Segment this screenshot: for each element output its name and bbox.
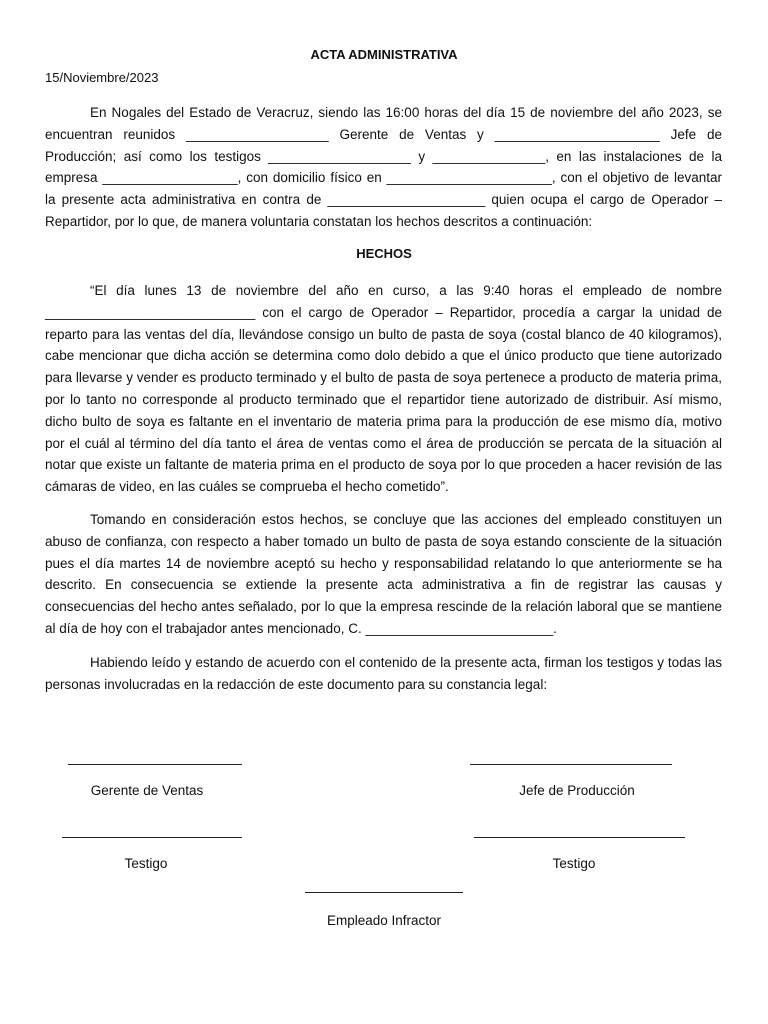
document-date: 15/Noviembre/2023 <box>45 70 159 85</box>
signature-label-jefe: Jefe de Producción <box>519 783 635 798</box>
closing-paragraph: Habiendo leído y estando de acuerdo con el contenido de la presente acta, firman los testigos y todas las personas involucradas en la redacción de este documento para su constancia legal: <box>45 655 722 692</box>
signature-line-testigo-left <box>62 837 242 838</box>
conclusion-paragraph: Tomando en consideración estos hechos, se concluye que las acciones del empleado constituyen un abuso de confianza, con respecto a haber tomado un bulto de pasta de soya estando consciente de la situación pues el día martes 14 de noviembre aceptó su hecho y responsabilidad relatando lo que anteriormente se ha descrito. En consecuencia se extiende la presente acta administrativa a fin de registrar las causas y consecuencias del hecho antes señalado, por lo que la empresa rescinde de la relación laboral que se mantiene al día de hoy con el trabajador antes mencionado, C. _________________________. <box>45 512 722 636</box>
document-title: ACTA ADMINISTRATIVA <box>310 47 458 62</box>
signature-line-gerente <box>68 764 242 765</box>
signature-line-testigo-right <box>474 837 685 838</box>
signature-line-jefe <box>470 764 672 765</box>
signature-label-testigo-left: Testigo <box>124 856 168 871</box>
facts-paragraph: “El día lunes 13 de noviembre del año en curso, a las 9:40 horas el empleado de nombre ____________________________ con el cargo de Operador – Repartidor, procedía a cargar la unidad de reparto para las ventas del día, llevándose consigo un bulto de pasta de soya (costal blanco de 40 kilogramos), cabe mencionar que dicha acción se determina como dolo debido a que el único producto que tiene autorizado para llevarse y vender es producto terminado y el bulto de pasta de soya pertenece a producto de materia prima, por lo tanto no corresponde al producto terminado que el repartidor tiene autorizado de distribuir. Así mismo, dicho bulto de soya es faltante en el inventario de materia prima para la producción de ese mismo día, motivo por el cuál al término del día tanto el área de ventas como el área de producción se percata de la situación al notar que existe un faltante de materia prima en el producto de soya por lo que proceden a hacer revisión de las cámaras de video, en las cuáles se comprueba el hecho cometido”. <box>45 283 722 495</box>
signature-label-empleado: Empleado Infractor <box>326 913 442 928</box>
intro-paragraph: En Nogales del Estado de Veracruz, siendo las 16:00 horas del día 15 de noviembre del año 2023, se encuentran reunidos ___________________ Gerente de Ventas y ______________________ Jefe de Producción; así como los testigos ___________________ y _______________, en las instalaciones de la empresa __________________, con domicilio físico en ______________________, con el objetivo de levantar la presente acta administrativa en contra de _____________________ quien ocupa el cargo de Operador – Repartidor, por lo que, de manera voluntaria constatan los hechos descritos a continuación: <box>45 105 722 229</box>
section-heading-hechos: HECHOS <box>356 246 412 261</box>
signature-label-testigo-right: Testigo <box>552 856 596 871</box>
signature-label-gerente: Gerente de Ventas <box>90 783 204 798</box>
signature-line-empleado <box>305 892 463 893</box>
